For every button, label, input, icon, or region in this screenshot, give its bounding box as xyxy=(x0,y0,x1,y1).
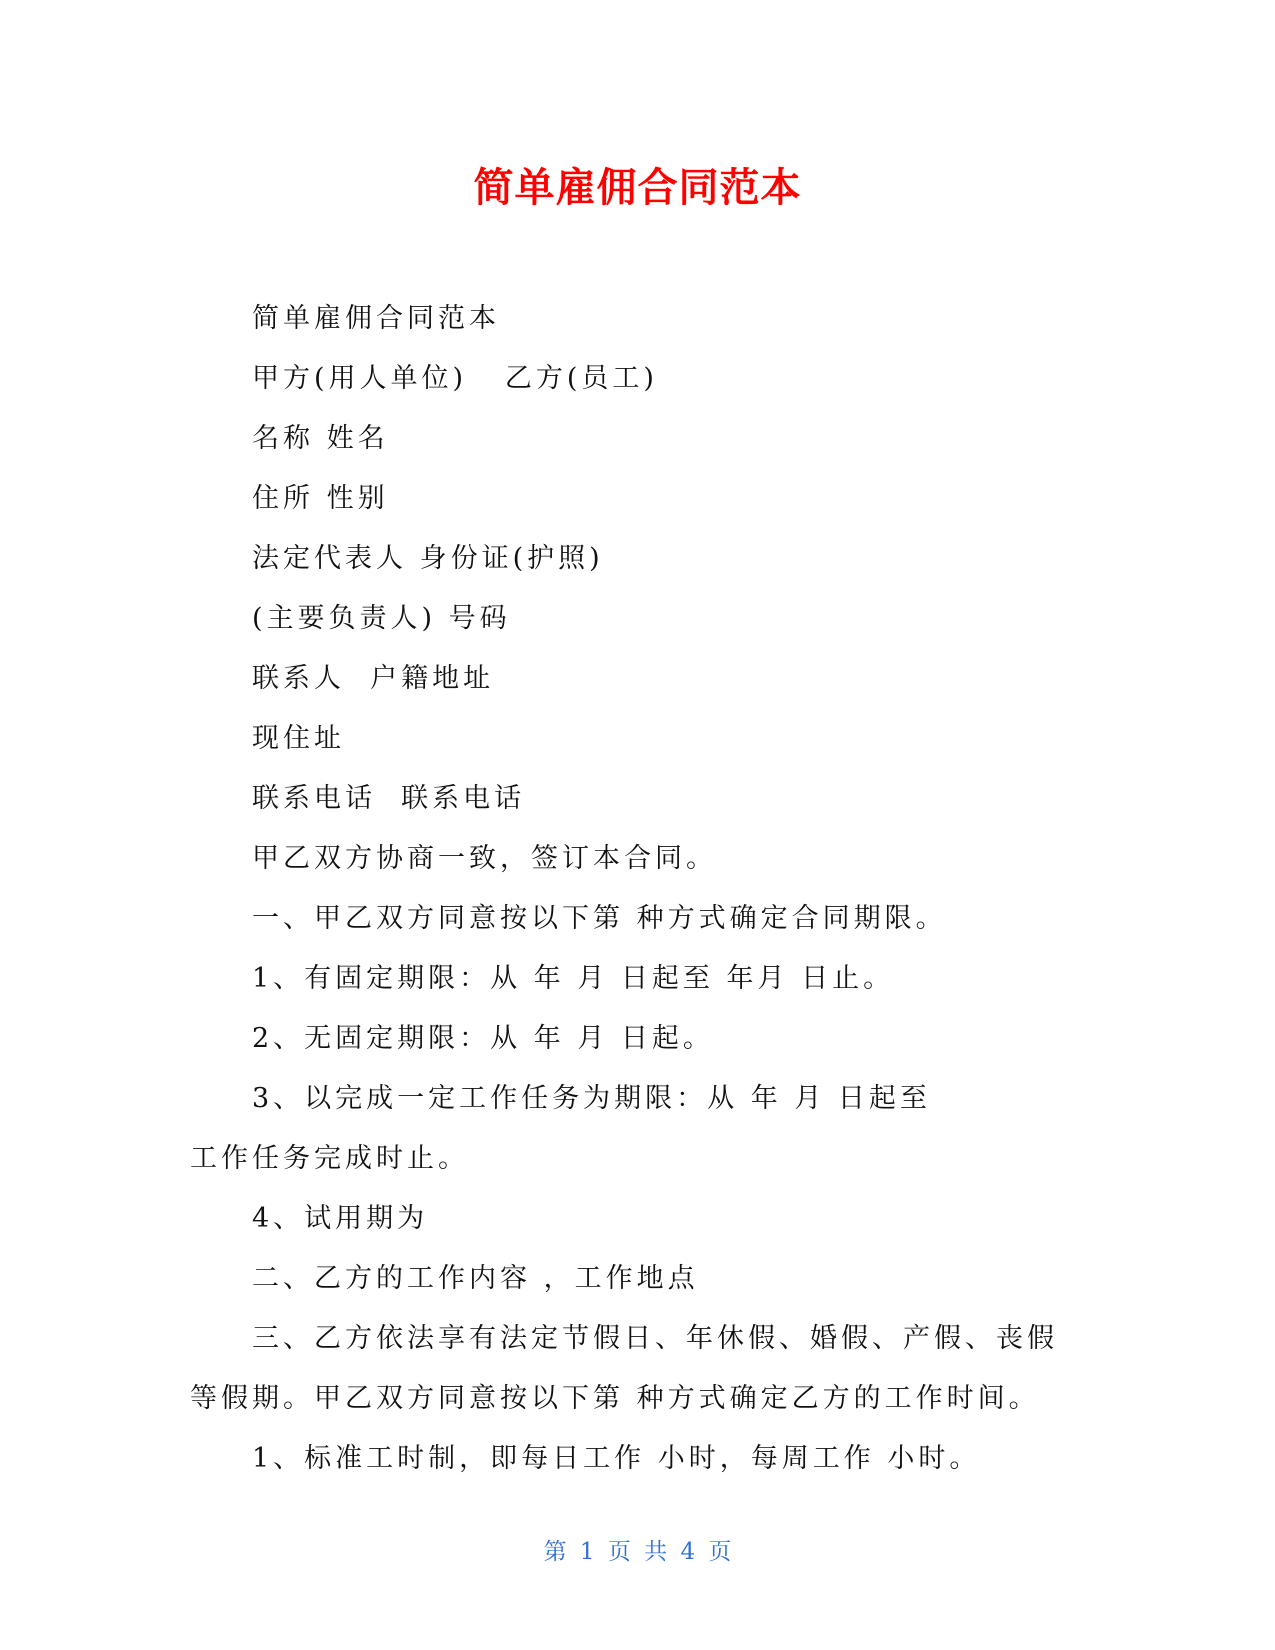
body-line: 简单雇佣合同范本 xyxy=(252,303,500,334)
body-line: 二、乙方的工作内容 ，工作地点 xyxy=(252,1263,699,1294)
body-line: 现住址 xyxy=(252,723,345,754)
body-line: 联系人 户籍地址 xyxy=(252,663,495,694)
document-title: 简单雇佣合同范本 xyxy=(473,165,802,211)
body-line: 4、试用期为 xyxy=(252,1203,429,1234)
body-line: 2、无固定期限：从 年 月 日起。 xyxy=(252,1023,714,1054)
body-line: 工作任务完成时止。 xyxy=(190,1143,469,1174)
body-line: 名称 姓名 xyxy=(252,423,389,454)
body-line: 住所 性别 xyxy=(252,483,389,514)
body-line: 1、标准工时制，即每日工作 小时，每周工作 小时。 xyxy=(252,1443,981,1474)
body-line: 甲乙双方协商一致，签订本合同。 xyxy=(252,843,717,874)
body-line: 三、乙方依法享有法定节假日、年休假、婚假、产假、丧假 xyxy=(252,1323,1058,1354)
body-line: 法定代表人 身份证(护照) xyxy=(252,543,604,574)
page-number-footer: 第 1 页 共 4 页 xyxy=(543,1539,732,1565)
body-line: 等假期。甲乙双方同意按以下第 种方式确定乙方的工作时间。 xyxy=(190,1383,1040,1414)
body-line: 3、以完成一定工作任务为期限：从 年 月 日起至 xyxy=(252,1083,931,1114)
body-line: 联系电话 联系电话 xyxy=(252,783,526,814)
body-line: 一、甲乙双方同意按以下第 种方式确定合同期限。 xyxy=(252,903,947,934)
body-line: 1、有固定期限：从 年 月 日起至 年月 日止。 xyxy=(252,963,895,994)
body-line: (主要负责人) 号码 xyxy=(252,603,511,634)
body-line: 甲方(用人单位) 乙方(员工) xyxy=(252,363,658,394)
